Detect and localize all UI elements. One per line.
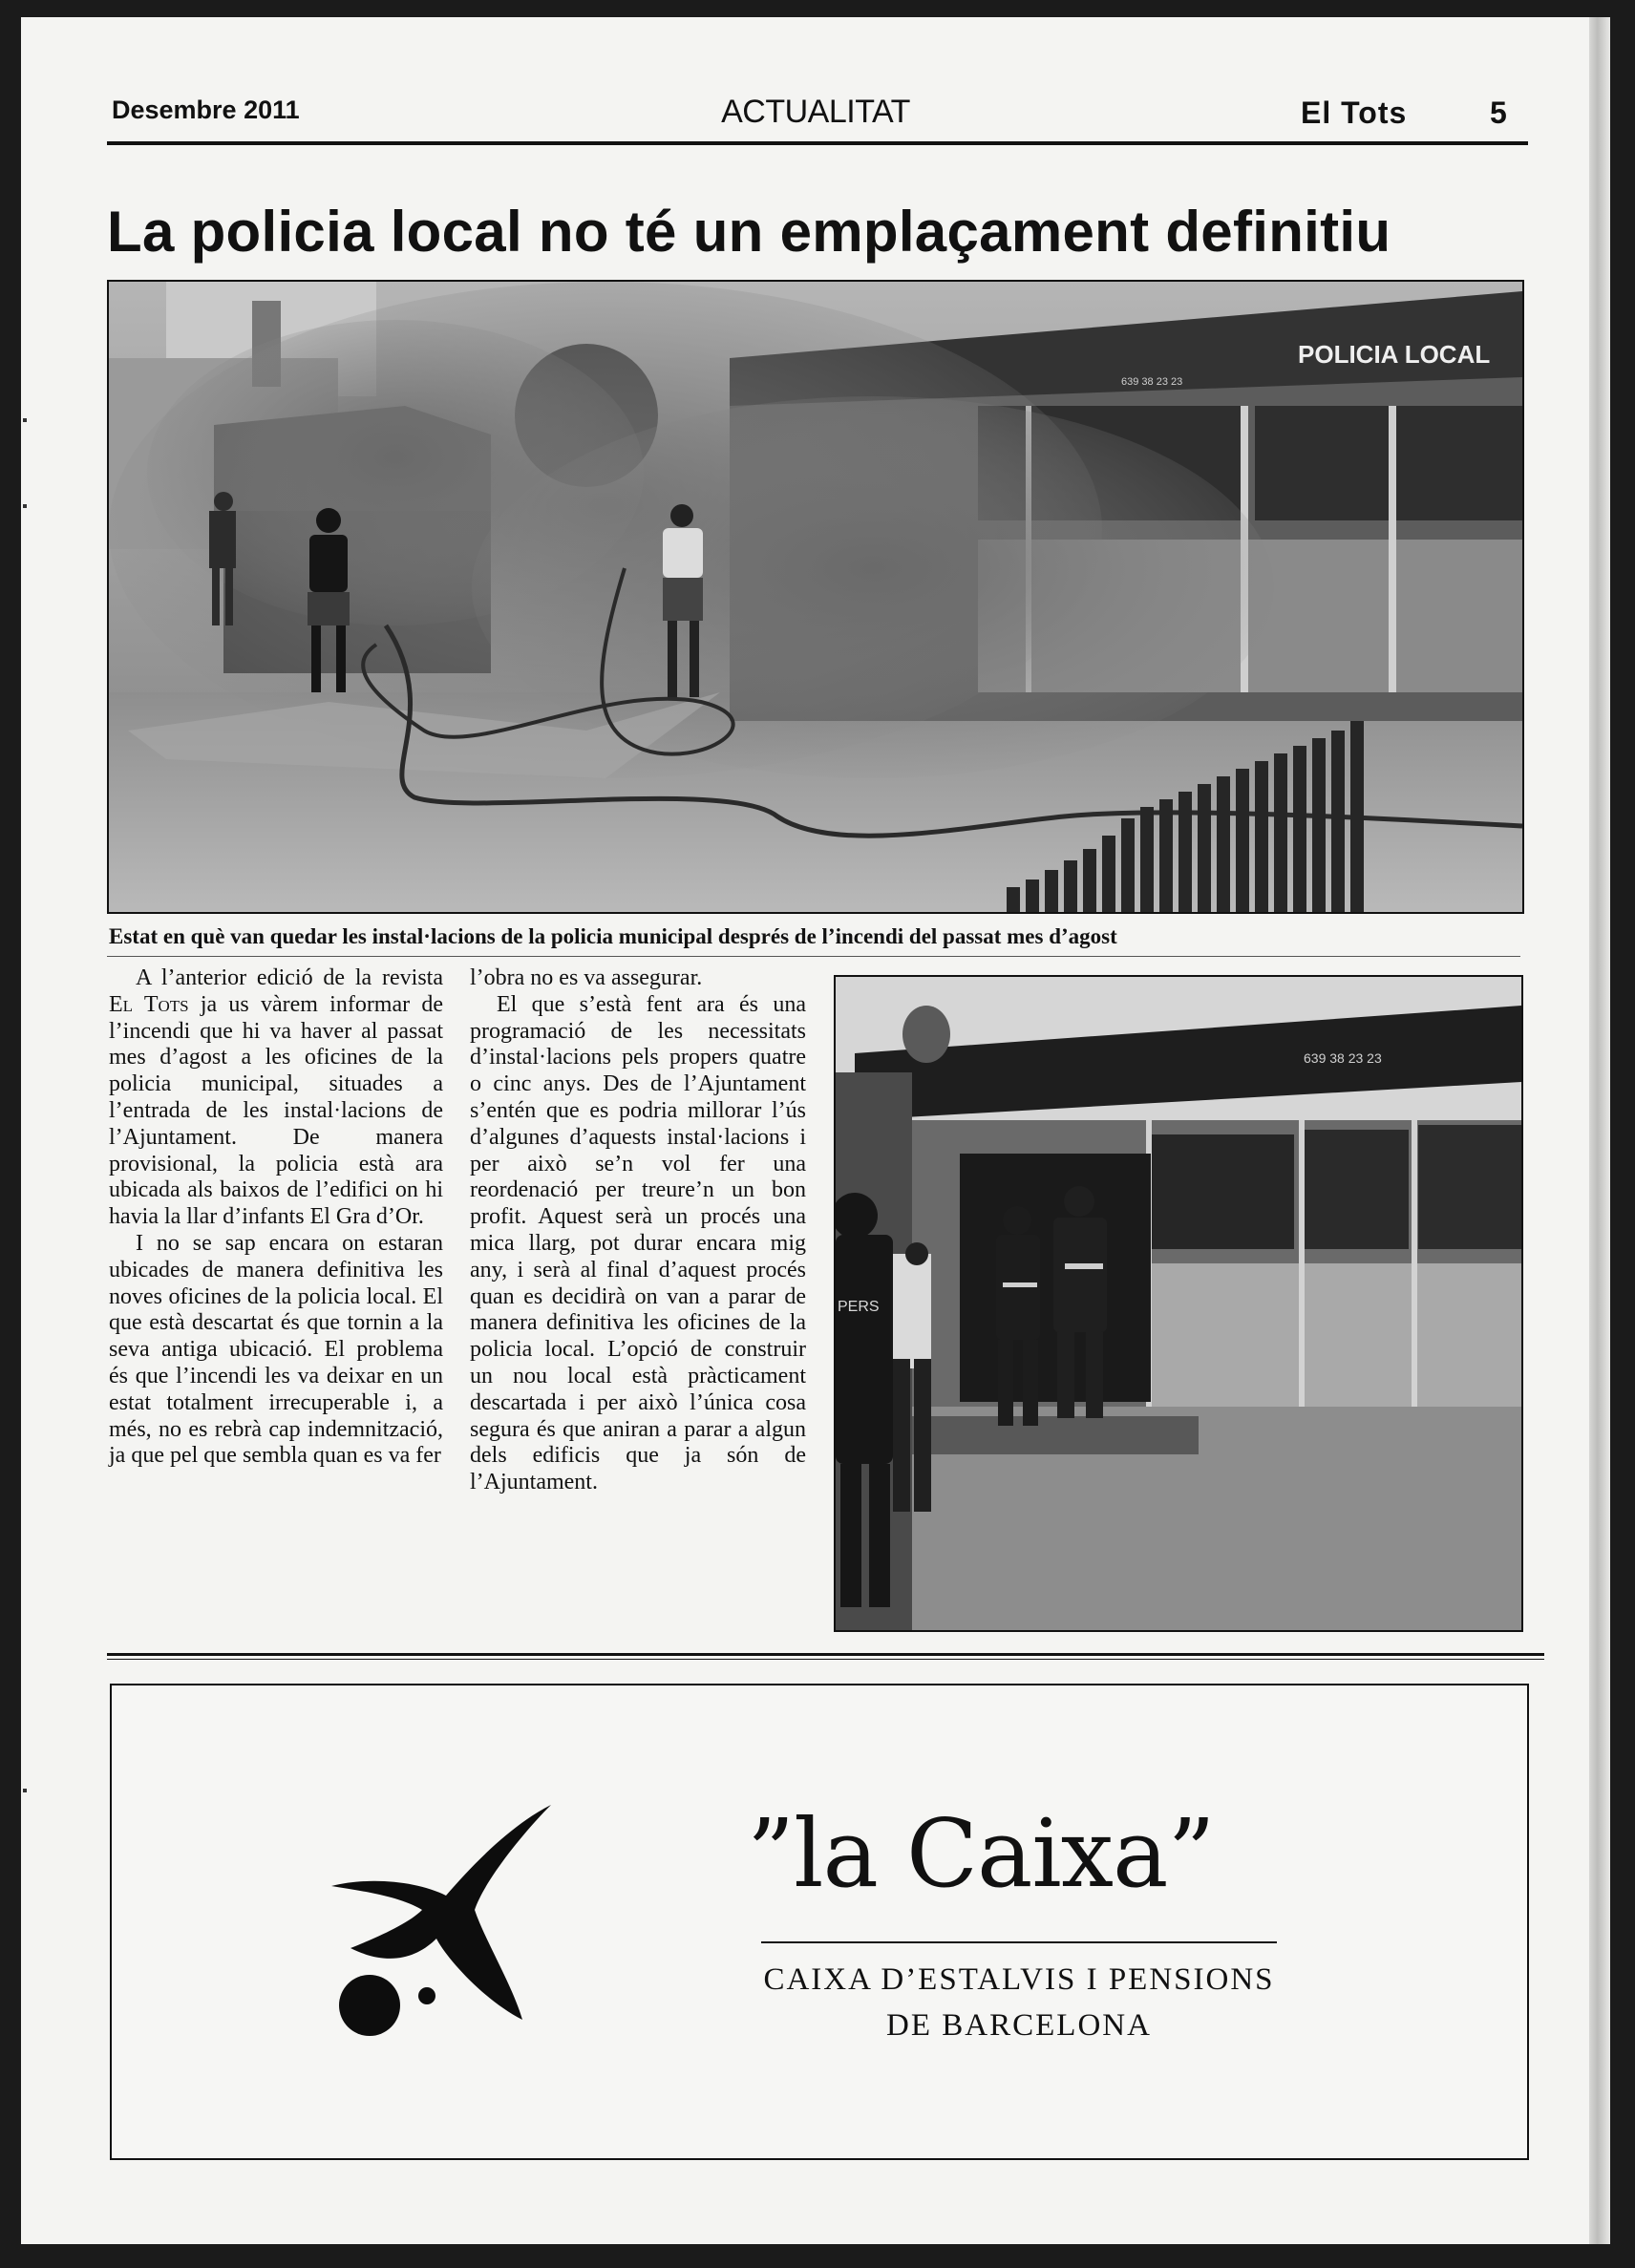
header-page-number: 5 (1490, 95, 1507, 130)
header-date: Desembre 2011 (112, 95, 300, 124)
ad-subtitle-line-2: DE BARCELONA (886, 2008, 1152, 2043)
advertisement (110, 1684, 1529, 2160)
article-paragraph: El que s’està fent ara és una programació de les necessitats d’instal·lacions pels propers quatre o cinc anys. Des de l’Ajuntament s’entén que es podria millorar l’ús d’algunes d’aquests instal·lacions i per això se’n vol fer una reordenació per treure’n un bon profit. Aquest serà un procés una mica llarg, pot durar encara mig any, i serà al final d’aquest procés quan es decidirà on van a parar de manera definitiva les oficines de la policia local. L’opció de construir un nou local està pràcticament descartada i per això l’única cosa segura és que aniran a parar a algun dels edificis que ja són de l’Ajuntament. (470, 991, 806, 1495)
page-edge (1589, 17, 1610, 2244)
article-column-1 (109, 965, 443, 1470)
binder-mark (23, 504, 27, 508)
article-headline: La policia local no té un emplaçament definitiu (107, 200, 1391, 264)
firefighter-vest-text: PERS (838, 1299, 880, 1315)
side-photo (834, 975, 1523, 1632)
police-sign-text: POLICIA LOCAL (1298, 340, 1491, 369)
article-paragraph (109, 965, 443, 1231)
star-logo-icon (331, 1805, 551, 2053)
section-separator (107, 1653, 1544, 1656)
building-phone-text: 639 38 23 23 (1121, 376, 1183, 388)
canopy-phone-text: 639 38 23 23 (1304, 1050, 1382, 1066)
header-section: ACTUALITAT (721, 94, 910, 130)
ad-subtitle-line-1: CAIXA D’ESTALVIS I PENSIONS (763, 1962, 1275, 1997)
article-paragraph-continued: l’obra no es va assegurar. (470, 965, 703, 990)
main-photo (107, 280, 1524, 914)
article-paragraph: I no se sap encara on estaran ubicades de manera definitiva les noves oficines de la policia local. El que està descartat és que tornin a la seva antiga ubicació. El problema és que l’incendi les va deixar en un estat totalment irrecuperable i, a més, no es rebrà cap indemnització, ja que pel que sembla quan es va fer (109, 1230, 443, 1469)
publication-name: El Tots (109, 991, 189, 1017)
paragraph-text: A l’anterior edició de la revista (136, 965, 443, 990)
photo-caption: Estat en què van quedar les instal·lacions de la policia municipal després de l’incendi del passat mes d’agost (109, 924, 1117, 948)
binder-mark (23, 418, 27, 422)
newspaper-page (21, 17, 1610, 2244)
ad-rule (761, 1941, 1277, 1943)
caption-rule (107, 956, 1520, 957)
paragraph-text: ja us vàrem informar de l’incendi que hi va haver al passat mes d’agost a les oficines de la policia municipal, situades a l’entrada de les instal·lacions de l’Ajuntament. De manera provisional, la policia està ara ubicada als baixos de l’edifici on hi havia la llar d’infants El Gra d’Or. (109, 991, 443, 1230)
binder-mark (23, 1789, 27, 1792)
article-column-2 (470, 965, 806, 1496)
header-rule (107, 141, 1528, 145)
ad-brand-name: ”la Caixa” (747, 1800, 1215, 1909)
header-publication: El Tots (1301, 95, 1408, 130)
section-separator (107, 1659, 1544, 1660)
